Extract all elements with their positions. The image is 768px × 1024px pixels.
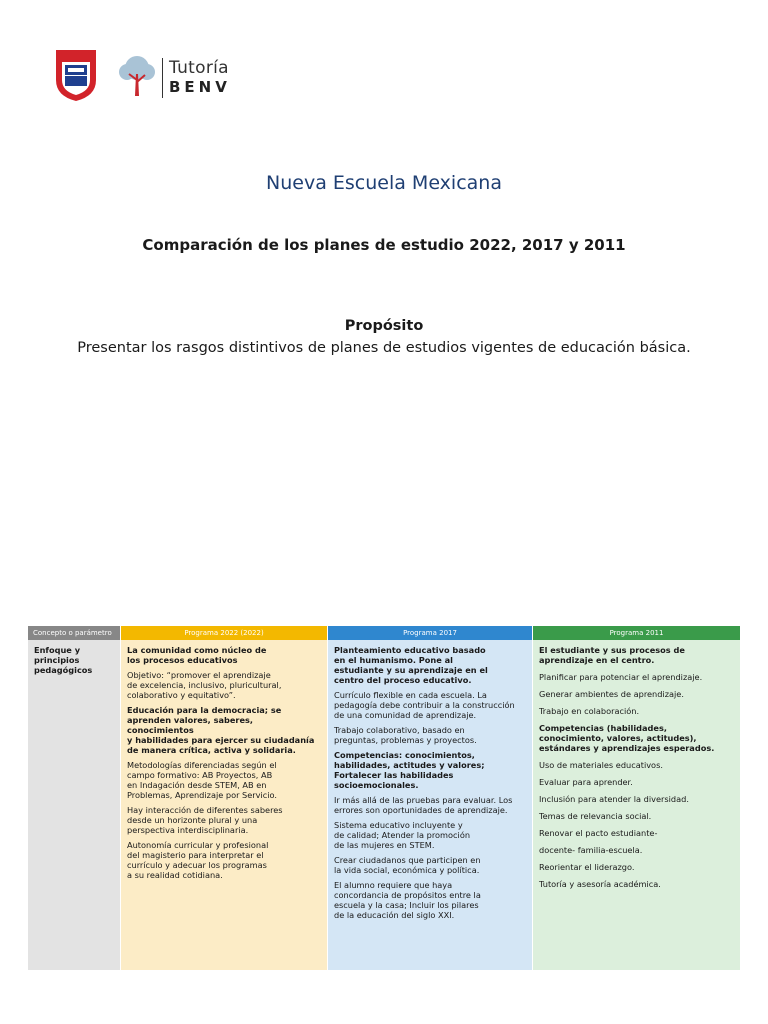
program-2022-column bbox=[121, 626, 327, 970]
list-item: Trabajo en colaboración. bbox=[539, 706, 640, 716]
list-item: Competencias: conocimientos, habilidades, actitudes y valores; Fortalecer las habilidades socioemocionales. bbox=[334, 750, 485, 790]
header-2022: Programa 2022 (2022) bbox=[121, 626, 327, 640]
program-2011-column bbox=[533, 626, 740, 970]
page-title: Nueva Escuela Mexicana bbox=[266, 172, 502, 194]
header-concept: Concepto o parámetro bbox=[28, 626, 120, 640]
list-item: Planteamiento educativo basado en el humanismo. Pone al estudiante y su aprendizaje en el centro del proceso educativo. bbox=[334, 645, 488, 685]
list-item: La comunidad como núcleo de los procesos educativos bbox=[127, 645, 267, 665]
page-subtitle: Comparación de los planes de estudio 2022, 2017 y 2011 bbox=[142, 236, 626, 254]
list-item: Competencias (habilidades, conocimiento, valores, actitudes), estándares y aprendizajes esperados. bbox=[539, 723, 715, 753]
list-item: docente- familia-escuela. bbox=[539, 845, 643, 855]
header-2011: Programa 2011 bbox=[533, 626, 740, 640]
institution-seal-icon bbox=[52, 50, 100, 102]
list-item: El alumno requiere que haya concordancia de propósitos entre la escuela y la casa; Incluir los pilares de la educación del siglo XXI. bbox=[334, 880, 481, 920]
list-item: Reorientar el liderazgo. bbox=[539, 862, 635, 872]
list-item: Ir más allá de las pruebas para evaluar. Los errores son oportunidades de aprendizaje. bbox=[334, 795, 513, 815]
list-item: Currículo flexible en cada escuela. La pedagogía debe contribuir a la construcción de una comunidad de aprendizaje. bbox=[334, 690, 515, 720]
list-item: Evaluar para aprender. bbox=[539, 777, 633, 787]
col2022-body bbox=[121, 640, 327, 970]
comparison-table bbox=[28, 626, 740, 970]
brand-top-text: Tutoría bbox=[169, 58, 229, 78]
tree-logo-icon bbox=[114, 54, 160, 100]
list-item: Hay interacción de diferentes saberes desde un horizonte plural y una perspectiva interdisciplinaria. bbox=[127, 805, 283, 835]
list-item: Educación para la democracia; se aprenden valores, saberes, conocimientos y habilidades para ejercer su ciudadanía de manera crítica, activa y solidaria. bbox=[127, 705, 315, 755]
concept-label: Enfoque y principios pedagógicos bbox=[34, 645, 93, 675]
list-item: Temas de relevancia social. bbox=[539, 811, 652, 821]
list-item: Inclusión para atender la diversidad. bbox=[539, 794, 689, 804]
list-item: Renovar el pacto estudiante- bbox=[539, 828, 658, 838]
col2011-body bbox=[533, 640, 740, 970]
list-item: Tutoría y asesoría académica. bbox=[539, 879, 661, 889]
list-item: Objetivo: “promover el aprendizaje de excelencia, inclusivo, pluricultural, colaborativo y equitativo”. bbox=[127, 670, 282, 700]
brand-wordmark bbox=[162, 58, 231, 98]
list-item: Trabajo colaborativo, basado en preguntas, problemas y proyectos. bbox=[334, 725, 477, 745]
header-2017: Programa 2017 bbox=[328, 626, 532, 640]
list-item: Sistema educativo incluyente y de calidad; Atender la promoción de las mujeres en STEM. bbox=[334, 820, 471, 850]
list-item: Crear ciudadanos que participen en la vida social, económica y política. bbox=[334, 855, 481, 875]
list-item: Autonomía curricular y profesional del magisterio para interpretar el currículo y adecuar los programas a su realidad cotidiana. bbox=[127, 840, 269, 880]
list-item: El estudiante y sus procesos de aprendizaje en el centro. bbox=[539, 645, 685, 665]
header bbox=[52, 50, 312, 110]
purpose-text: Presentar los rasgos distintivos de planes de estudios vigentes de educación básica. bbox=[77, 340, 691, 356]
list-item: Planificar para potenciar el aprendizaje. bbox=[539, 672, 703, 682]
program-2017-column bbox=[328, 626, 532, 970]
purpose-heading: Propósito bbox=[344, 318, 424, 334]
list-item: Generar ambientes de aprendizaje. bbox=[539, 689, 684, 699]
brand-bottom-text: BENV bbox=[169, 78, 231, 96]
list-item: Metodologías diferenciadas según el campo formativo: AB Proyectos, AB en Indagación desde STEM, AB en Problemas, Aprendizaje por Servicio. bbox=[127, 760, 278, 800]
list-item: Uso de materiales educativos. bbox=[539, 760, 663, 770]
col2017-body bbox=[328, 640, 532, 970]
concept-column bbox=[28, 626, 120, 970]
